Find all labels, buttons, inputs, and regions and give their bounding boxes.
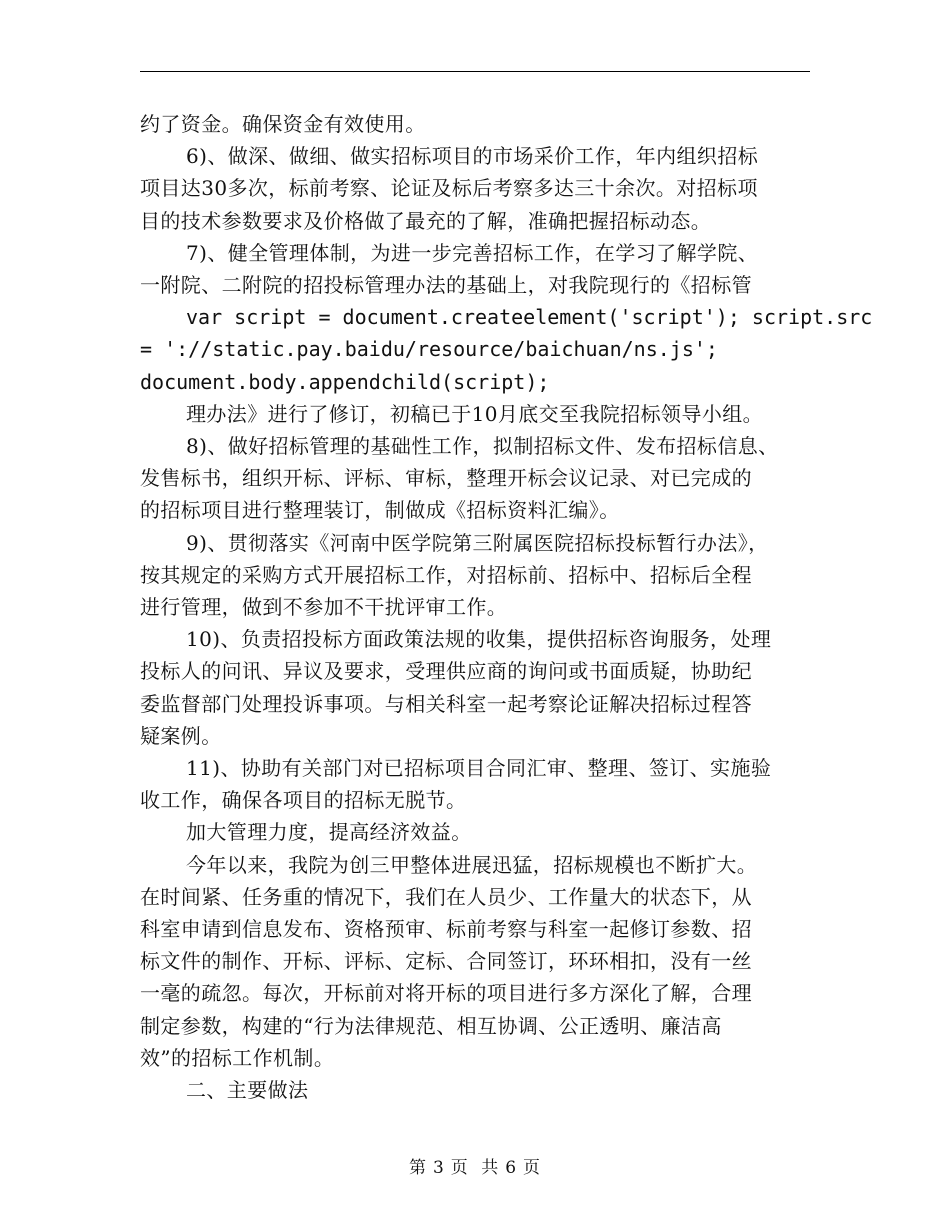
text-line: var script = document.createelement('script'); script.src bbox=[186, 305, 873, 330]
text-line: 9)、贯彻落实《河南中医学院第三附属医院招标投标暂行办法》， bbox=[186, 530, 769, 555]
text-line: 的招标项目进行整理装订，制做成《招标资料汇编》。 bbox=[140, 498, 620, 523]
text-line: 科室申请到信息发布、资格预审、标前考察与科室一起修订参数、招 bbox=[140, 917, 752, 942]
text-line: 目的技术参数要求及价格做了最充的了解，准确把握招标动态。 bbox=[140, 208, 712, 233]
text-line: 委监督部门处理投诉事项。与相关科室一起考察论证解决招标过程答 bbox=[140, 691, 752, 716]
section-heading-main-methods bbox=[140, 1074, 812, 1106]
paragraph-item-11 bbox=[140, 752, 812, 816]
text-line: 二、主要做法 bbox=[186, 1078, 309, 1103]
text-line: 按其规定的采购方式开展招标工作，对招标前、招标中、招标后全程 bbox=[140, 562, 752, 587]
text-line: 进行管理，做到不参加不干扰评审工作。 bbox=[140, 595, 508, 620]
text-line: 标文件的制作、开标、评标、定标、合同签订，环环相扣，没有一丝 bbox=[140, 949, 752, 974]
text-line: document.body.appendchild(script); bbox=[140, 369, 550, 394]
text-line: = '://static.pay.baidu/resource/baichuan/ns.js'; bbox=[140, 337, 718, 362]
paragraph-item-6 bbox=[140, 140, 812, 237]
paragraph-item-7 bbox=[140, 237, 812, 301]
text-line: 一毫的疏忽。每次，开标前对将开标的项目进行多方深化了解，合理 bbox=[140, 981, 752, 1006]
text-line: 10)、负责招投标方面政策法规的收集，提供招标咨询服务，处理 bbox=[186, 627, 772, 652]
footer-current-page: 3 bbox=[432, 1158, 445, 1178]
text-line: 发售标书，组织开标、评标、审标，整理开标会议记录、对已完成的 bbox=[140, 466, 752, 491]
text-line: 一附院、二附院的招投标管理办法的基础上，对我院现行的《招标管 bbox=[140, 273, 752, 298]
footer-label-page: 第 bbox=[408, 1158, 427, 1178]
footer-label-total: 共 bbox=[481, 1158, 500, 1178]
text-line: 制定参数，构建的“行为法律规范、相互协调、公正透明、廉洁高 bbox=[140, 1013, 722, 1038]
text-line: 理办法》进行了修订，初稿已于10月底交至我院招标领导小组。 bbox=[186, 401, 764, 426]
paragraph-item-9 bbox=[140, 527, 812, 624]
paragraph-item-7-continued bbox=[140, 398, 812, 430]
page-footer bbox=[0, 1153, 950, 1178]
text-line: 8)、做好招标管理的基础性工作，拟制招标文件、发布招标信息、 bbox=[186, 434, 779, 459]
paragraph-item-8 bbox=[140, 430, 812, 527]
footer-label-page-unit: 页 bbox=[450, 1158, 469, 1178]
text-line: 加大管理力度，提高经济效益。 bbox=[186, 820, 472, 845]
body-text bbox=[140, 108, 873, 1106]
text-line: 约了资金。确保资金有效使用。 bbox=[140, 112, 426, 136]
text-line: 效”的招标工作机制。 bbox=[140, 1045, 335, 1070]
footer-label-total-unit: 页 bbox=[523, 1158, 542, 1178]
paragraph-item-10 bbox=[140, 623, 812, 752]
text-line: 今年以来，我院为创三甲整体进展迅猛，招标规模也不断扩大。 bbox=[186, 852, 758, 877]
paragraph-continuation bbox=[140, 108, 812, 140]
paragraph-this-year bbox=[140, 849, 812, 1074]
footer-total-pages: 6 bbox=[505, 1158, 518, 1178]
text-line: 疑案例。 bbox=[140, 723, 222, 748]
text-line: 6)、做深、做细、做实招标项目的市场采价工作，年内组织招标 bbox=[186, 144, 759, 169]
text-line: 11)、协助有关部门对已招标项目合同汇审、整理、签订、实施验 bbox=[186, 756, 772, 781]
embedded-script-text bbox=[140, 301, 873, 398]
text-line: 在时间紧、任务重的情况下，我们在人员少、工作量大的状态下，从 bbox=[140, 884, 752, 909]
header-rule bbox=[140, 71, 810, 72]
text-line: 收工作，确保各项目的招标无脱节。 bbox=[140, 788, 467, 813]
text-line: 投标人的问讯、异议及要求，受理供应商的询问或书面质疑，协助纪 bbox=[140, 659, 752, 684]
paragraph-heading-management bbox=[140, 816, 812, 848]
text-line: 7)、健全管理体制，为进一步完善招标工作，在学习了解学院、 bbox=[186, 240, 759, 265]
text-line: 项目达30多次，标前考察、论证及标后考察多达三十余次。对招标项 bbox=[140, 176, 758, 201]
